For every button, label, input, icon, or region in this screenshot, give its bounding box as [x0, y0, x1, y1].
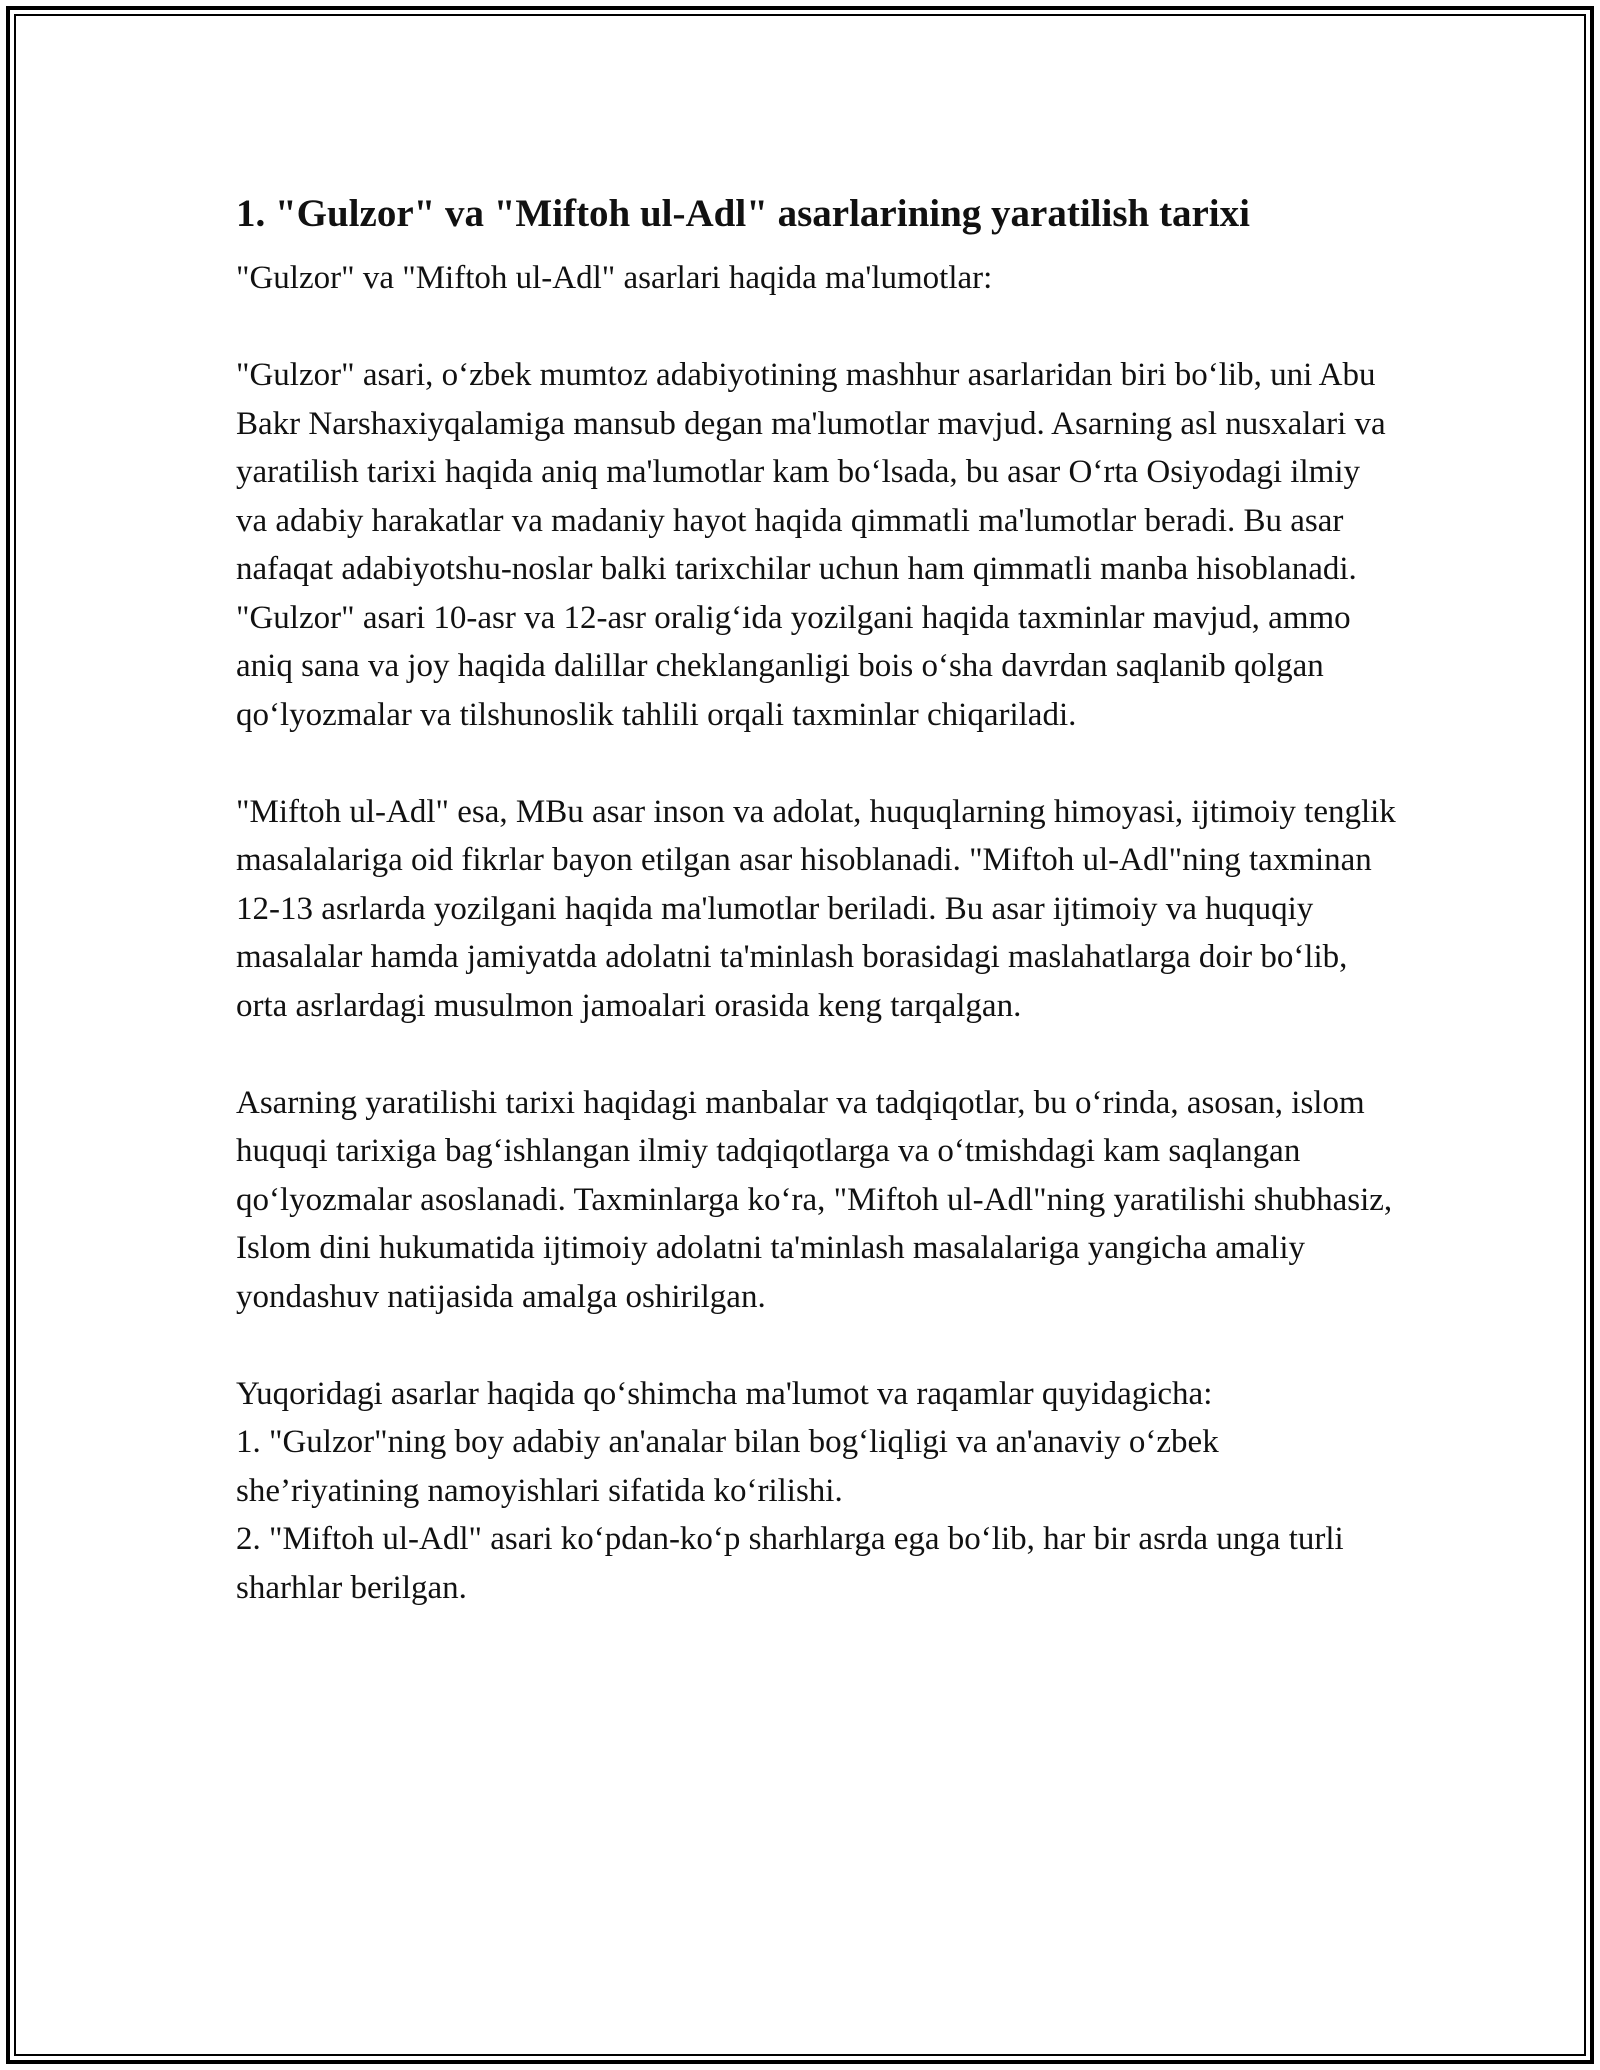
- paragraph-miftoh: "Miftoh ul-Adl" esa, MBu asar inson va adolat, huquqlarning himoyasi, ijtimoiy tenglik masalalariga oid fikrlar bayon etilgan asar hisoblanadi. "Miftoh ul-Adl"ning taxminan 12-13 asrlarda yozilgani haqida ma'lumotlar beriladi. Bu asar ijtimoiy va huquqiy masalalar hamda jamiyatda adolatni ta'minlash borasidagi maslahatlarga doir bo‘lib, orta asrlardagi musulmon jamoalari orasida keng tarqalgan.: [236, 793, 1396, 1024]
- document-body: [236, 186, 1396, 1612]
- paragraph-history-sources: Asarning yaratilishi tarixi haqidagi manbalar va tadqiqotlar, bu o‘rinda, asosan, islom huquqi tarixiga bag‘ishlangan ilmiy tadqiqotlarga va o‘tmishdagi kam saqlangan qo‘lyozmalar asoslanadi. Taxminlarga ko‘ra, "Miftoh ul-Adl"ning yaratilishi shubhasiz, Islom dini hukumatida ijtimoiy adolatni ta'minlash masalalariga yangicha amaliy yondashuv natijasida amalga oshirilgan.: [236, 1084, 1393, 1315]
- paragraph-additional-info: Yuqoridagi asarlar haqida qo‘shimcha ma'lumot va raqamlar quyidagicha:: [236, 1375, 1213, 1412]
- intro-paragraph: "Gulzor" va "Miftoh ul-Adl" asarlari haqida ma'lumotlar:: [236, 260, 993, 296]
- paragraph-gulzor: "Gulzor" asari, o‘zbek mumtoz adabiyotining mashhur asarlaridan biri bo‘lib, uni Abu Bakr Narshaxiyqalamiga mansub degan ma'lumotlar mavjud. Asarning asl nusxalari va yaratilish tarixi haqida aniq ma'lumotlar kam bo‘lsada, bu asar O‘rta Osiyodagi ilmiy va adabiy harakatlar va madaniy hayot haqida qimmatli ma'lumotlar beradi. Bu asar nafaqat adabiyotshu-noslar balki tarixchilar uchun ham qimmatli manba hisoblanadi. "Gulzor" asari 10-asr va 12-asr oralig‘ida yozilgani haqida taxminlar mavjud, ammo aniq sana va joy haqida dalillar cheklanganligi bois o‘sha davrdan saqlanib qolgan qo‘lyozmalar va tilshunoslik tahlili orqali taxminlar chiqariladi.: [236, 357, 1386, 733]
- list-item: 2. "Miftoh ul-Adl" asari ko‘pdan-ko‘p sharhlarga ega bo‘lib, har bir asrda unga turli sharhlar berilgan.: [236, 1521, 1344, 1606]
- document-title: 1. "Gulzor" va "Miftoh ul-Adl" asarlarining yaratilish tarixi: [236, 192, 1250, 235]
- list-item: 1. "Gulzor"ning boy adabiy an'analar bilan bog‘liqligi va an'anaviy o‘zbek she’riyatining namoyishlari sifatida ko‘rilishi.: [236, 1424, 1219, 1509]
